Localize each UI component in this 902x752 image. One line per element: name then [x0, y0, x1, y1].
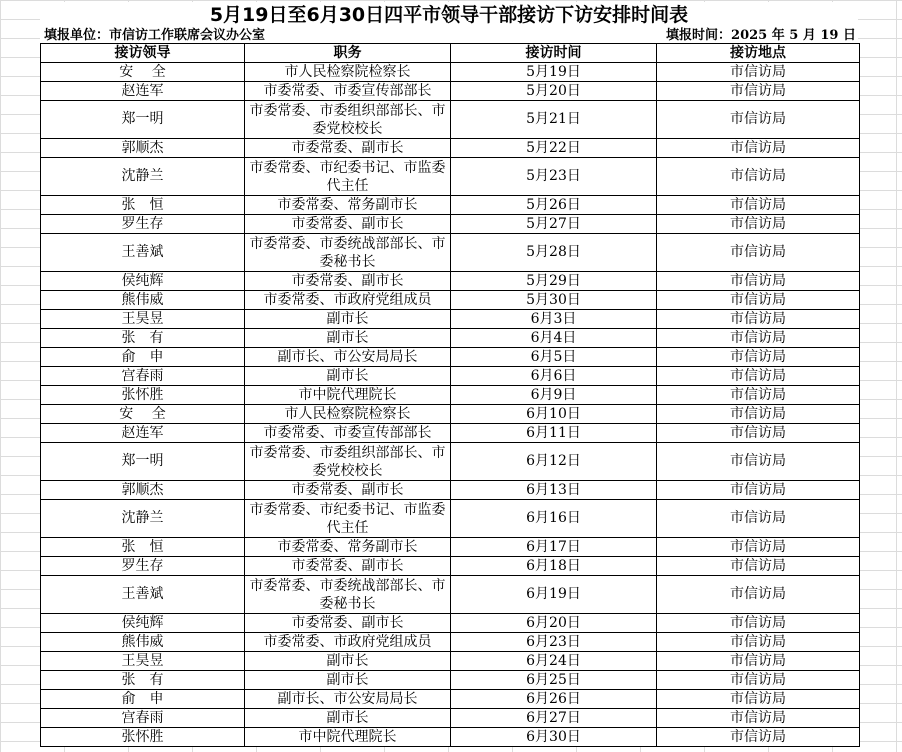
cell-place[interactable]: 市信访局	[657, 215, 860, 234]
cell-place[interactable]: 市信访局	[657, 386, 860, 405]
cell-duty[interactable]: 市委常委、市委统战部部长、市委秘书长	[245, 576, 451, 614]
cell-leader[interactable]: 安 全	[41, 63, 245, 82]
cell-duty[interactable]: 市委常委、市委宣传部部长	[245, 424, 451, 443]
cell-time[interactable]: 6月4日	[451, 329, 657, 348]
cell-leader[interactable]: 王昊昱	[41, 652, 245, 671]
cell-time[interactable]: 6月3日	[451, 310, 657, 329]
cell-duty[interactable]: 市中院代理院长	[245, 386, 451, 405]
cell-time[interactable]: 6月20日	[451, 614, 657, 633]
report-meta	[40, 27, 858, 44]
header-leader[interactable]: 接访领导	[41, 44, 245, 63]
cell-place[interactable]: 市信访局	[657, 481, 860, 500]
cell-time[interactable]: 6月11日	[451, 424, 657, 443]
cell-duty[interactable]: 副市长	[245, 652, 451, 671]
cell-place[interactable]: 市信访局	[657, 82, 860, 101]
table-row	[41, 215, 860, 234]
cell-leader[interactable]: 王善斌	[41, 576, 245, 614]
cell-leader[interactable]: 王昊昱	[41, 310, 245, 329]
cell-time[interactable]: 6月24日	[451, 652, 657, 671]
header-time[interactable]: 接访时间	[451, 44, 657, 63]
cell-place[interactable]: 市信访局	[657, 101, 860, 139]
table-row	[41, 139, 860, 158]
cell-time[interactable]: 5月29日	[451, 272, 657, 291]
cell-place[interactable]: 市信访局	[657, 652, 860, 671]
table-row	[41, 652, 860, 671]
cell-time[interactable]: 5月22日	[451, 139, 657, 158]
cell-time[interactable]: 6月9日	[451, 386, 657, 405]
table-row	[41, 291, 860, 310]
cell-duty[interactable]: 市委常委、市纪委书记、市监委代主任	[245, 158, 451, 196]
cell-place[interactable]: 市信访局	[657, 272, 860, 291]
cell-duty[interactable]: 市人民检察院检察长	[245, 63, 451, 82]
cell-place[interactable]: 市信访局	[657, 348, 860, 367]
cell-time[interactable]: 6月13日	[451, 481, 657, 500]
cell-place[interactable]: 市信访局	[657, 690, 860, 709]
cell-duty[interactable]: 副市长、市公安局局长	[245, 690, 451, 709]
table-row	[41, 367, 860, 386]
cell-leader[interactable]: 郑一明	[41, 101, 245, 139]
cell-leader[interactable]: 王善斌	[41, 234, 245, 272]
table-row	[41, 405, 860, 424]
cell-time[interactable]: 6月30日	[451, 728, 657, 747]
cell-leader[interactable]: 俞 申	[41, 348, 245, 367]
cell-duty[interactable]: 副市长	[245, 310, 451, 329]
cell-time[interactable]: 6月16日	[451, 500, 657, 538]
cell-duty[interactable]: 副市长、市公安局局长	[245, 348, 451, 367]
cell-leader[interactable]: 张怀胜	[41, 386, 245, 405]
cell-leader[interactable]: 熊伟威	[41, 633, 245, 652]
reporting-unit: 填报单位：市信访工作联席会议办公室	[44, 28, 266, 43]
cell-place[interactable]: 市信访局	[657, 139, 860, 158]
cell-place[interactable]: 市信访局	[657, 538, 860, 557]
cell-place[interactable]: 市信访局	[657, 671, 860, 690]
table-row	[41, 633, 860, 652]
table-row	[41, 386, 860, 405]
cell-leader[interactable]: 郑一明	[41, 443, 245, 481]
table-header-row	[41, 44, 860, 63]
cell-duty[interactable]: 市委常委、副市长	[245, 614, 451, 633]
cell-duty[interactable]: 市委常委、副市长	[245, 272, 451, 291]
cell-leader[interactable]: 沈静兰	[41, 158, 245, 196]
cell-place[interactable]: 市信访局	[657, 329, 860, 348]
cell-duty[interactable]: 市委常委、副市长	[245, 481, 451, 500]
table-row	[41, 329, 860, 348]
cell-duty[interactable]: 市中院代理院长	[245, 728, 451, 747]
cell-duty[interactable]: 市委常委、市委统战部部长、市委秘书长	[245, 234, 451, 272]
cell-time[interactable]: 5月27日	[451, 215, 657, 234]
cell-duty[interactable]: 市人民检察院检察长	[245, 405, 451, 424]
table-row	[41, 82, 860, 101]
cell-leader[interactable]: 张 恒	[41, 538, 245, 557]
cell-duty[interactable]: 市委常委、副市长	[245, 139, 451, 158]
cell-place[interactable]: 市信访局	[657, 63, 860, 82]
table-row	[41, 500, 860, 538]
cell-place[interactable]: 市信访局	[657, 633, 860, 652]
cell-leader[interactable]: 赵连军	[41, 424, 245, 443]
table-row	[41, 424, 860, 443]
cell-duty[interactable]: 副市长	[245, 709, 451, 728]
cell-time[interactable]: 5月23日	[451, 158, 657, 196]
cell-leader[interactable]: 郭顺杰	[41, 139, 245, 158]
table-row	[41, 443, 860, 481]
cell-place[interactable]: 市信访局	[657, 709, 860, 728]
cell-place[interactable]: 市信访局	[657, 234, 860, 272]
reporting-date: 填报时间：2025 年 5 月 19 日	[666, 28, 856, 43]
cell-place[interactable]: 市信访局	[657, 424, 860, 443]
table-row	[41, 272, 860, 291]
cell-time[interactable]: 6月10日	[451, 405, 657, 424]
cell-leader[interactable]: 张 有	[41, 329, 245, 348]
cell-place[interactable]: 市信访局	[657, 158, 860, 196]
cell-duty[interactable]: 市委常委、市政府党组成员	[245, 291, 451, 310]
header-duty[interactable]: 职务	[245, 44, 451, 63]
cell-leader[interactable]: 宫春雨	[41, 367, 245, 386]
cell-leader[interactable]: 罗生存	[41, 215, 245, 234]
table-row	[41, 196, 860, 215]
cell-duty[interactable]: 副市长	[245, 671, 451, 690]
cell-leader[interactable]: 赵连军	[41, 82, 245, 101]
cell-duty[interactable]: 市委常委、市委组织部部长、市委党校校长	[245, 101, 451, 139]
header-place[interactable]: 接访地点	[657, 44, 860, 63]
table-row	[41, 709, 860, 728]
page-title: 5月19日至6月30日四平市领导干部接访下访安排时间表	[40, 2, 858, 28]
cell-time[interactable]: 6月6日	[451, 367, 657, 386]
table-row	[41, 538, 860, 557]
cell-duty[interactable]: 副市长	[245, 367, 451, 386]
cell-time[interactable]: 5月21日	[451, 101, 657, 139]
table-row	[41, 576, 860, 614]
cell-time[interactable]: 5月19日	[451, 63, 657, 82]
cell-leader[interactable]: 郭顺杰	[41, 481, 245, 500]
cell-place[interactable]: 市信访局	[657, 196, 860, 215]
cell-time[interactable]: 5月20日	[451, 82, 657, 101]
cell-place[interactable]: 市信访局	[657, 310, 860, 329]
cell-time[interactable]: 6月18日	[451, 557, 657, 576]
cell-place[interactable]: 市信访局	[657, 500, 860, 538]
cell-place[interactable]: 市信访局	[657, 405, 860, 424]
cell-duty[interactable]: 副市长	[245, 329, 451, 348]
table-row	[41, 310, 860, 329]
cell-duty[interactable]: 市委常委、市政府党组成员	[245, 633, 451, 652]
table-row	[41, 690, 860, 709]
table-row	[41, 348, 860, 367]
cell-place[interactable]: 市信访局	[657, 291, 860, 310]
table-row	[41, 728, 860, 747]
table-row	[41, 671, 860, 690]
cell-duty[interactable]: 市委常委、副市长	[245, 557, 451, 576]
cell-place[interactable]: 市信访局	[657, 576, 860, 614]
cell-time[interactable]: 6月5日	[451, 348, 657, 367]
table-row	[41, 234, 860, 272]
cell-leader[interactable]: 沈静兰	[41, 500, 245, 538]
cell-duty[interactable]: 市委常委、副市长	[245, 215, 451, 234]
cell-place[interactable]: 市信访局	[657, 557, 860, 576]
cell-place[interactable]: 市信访局	[657, 728, 860, 747]
table-row	[41, 158, 860, 196]
table-row	[41, 63, 860, 82]
cell-time[interactable]: 6月23日	[451, 633, 657, 652]
cell-time[interactable]: 6月19日	[451, 576, 657, 614]
cell-leader[interactable]: 张怀胜	[41, 728, 245, 747]
cell-leader[interactable]: 熊伟威	[41, 291, 245, 310]
cell-time[interactable]: 5月26日	[451, 196, 657, 215]
cell-duty[interactable]: 市委常委、常务副市长	[245, 538, 451, 557]
cell-place[interactable]: 市信访局	[657, 443, 860, 481]
cell-leader[interactable]: 张 恒	[41, 196, 245, 215]
cell-leader[interactable]: 侯纯辉	[41, 614, 245, 633]
cell-leader[interactable]: 张 有	[41, 671, 245, 690]
cell-duty[interactable]: 市委常委、市委宣传部部长	[245, 82, 451, 101]
cell-leader[interactable]: 安 全	[41, 405, 245, 424]
table-row	[41, 481, 860, 500]
cell-leader[interactable]: 俞 申	[41, 690, 245, 709]
cell-place[interactable]: 市信访局	[657, 614, 860, 633]
cell-time[interactable]: 6月26日	[451, 690, 657, 709]
cell-duty[interactable]: 市委常委、市委组织部部长、市委党校校长	[245, 443, 451, 481]
cell-place[interactable]: 市信访局	[657, 367, 860, 386]
cell-time[interactable]: 6月17日	[451, 538, 657, 557]
cell-leader[interactable]: 宫春雨	[41, 709, 245, 728]
cell-time[interactable]: 5月28日	[451, 234, 657, 272]
cell-leader[interactable]: 罗生存	[41, 557, 245, 576]
table-row	[41, 557, 860, 576]
table-row	[41, 101, 860, 139]
cell-leader[interactable]: 侯纯辉	[41, 272, 245, 291]
cell-time[interactable]: 6月27日	[451, 709, 657, 728]
cell-duty[interactable]: 市委常委、市纪委书记、市监委代主任	[245, 500, 451, 538]
cell-time[interactable]: 5月30日	[451, 291, 657, 310]
cell-time[interactable]: 6月12日	[451, 443, 657, 481]
schedule-table	[40, 43, 860, 747]
cell-time[interactable]: 6月25日	[451, 671, 657, 690]
cell-duty[interactable]: 市委常委、常务副市长	[245, 196, 451, 215]
table-row	[41, 614, 860, 633]
